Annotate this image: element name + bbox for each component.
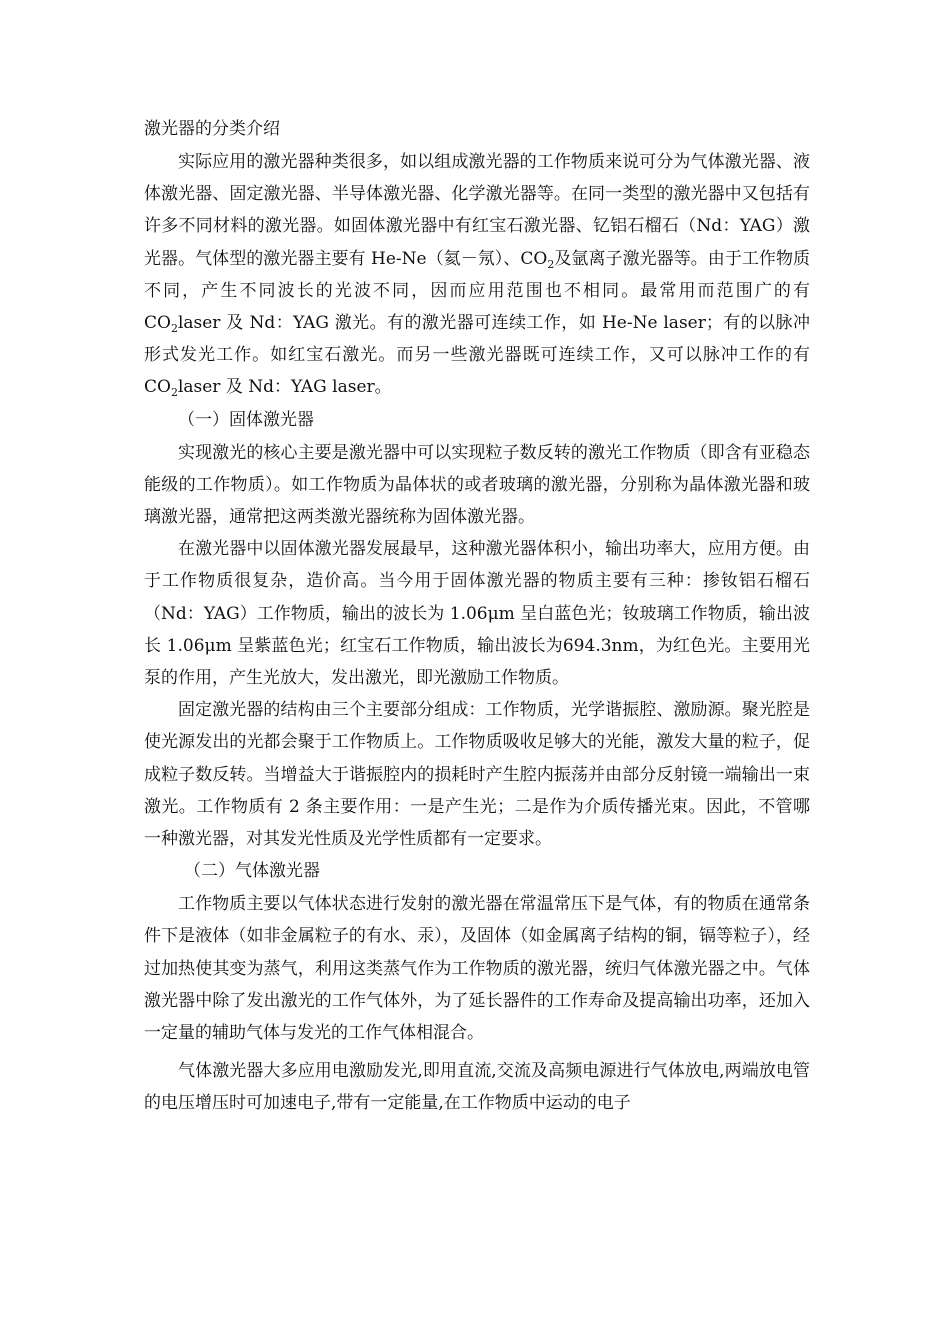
subscript-2: 2 (547, 257, 555, 271)
paragraph-intro (144, 146, 810, 404)
paragraph-gas-medium: 工作物质主要以气体状态进行发射的激光器在常温常压下是气体，有的物质在通常条件下是液体（如非金属粒子的有水、汞），及固体（如金属离子结构的铜，镉等粒子），经过加热使其变为蒸气，利用这类蒸气作为工作物质的激光器，统归气体激光器之中。气体激光器中除了发出激光的工作气体外，为了延长器件的工作寿命及提高输出功率，还加入一定量的辅助气体与发光的工作气体相混合。 (144, 894, 810, 1044)
paragraph-intro-part-d: laser 及 Nd：YAG laser。 (177, 377, 392, 398)
section-heading-solid-laser: （一）固体激光器 (178, 409, 314, 430)
paragraph-intro-part-a: 实际应用的激光器种类很多，如以组成激光器的工作物质来说可分为气体激光器、液体激光器、固定激光器、半导体激光器、化学激光器等。在同一类型的激光器中又包括有许多不同材料的激光器。如固体激光器中有红宝石激光器、钇铝石榴石（Nd：YAG）激光器。气体型的激光器主要有 He-Ne（氦－氖）、CO (144, 152, 810, 269)
paragraph-solid-materials: 在激光器中以固体激光器发展最早，这种激光器体积小，输出功率大，应用方便。由于工作物质很复杂，造价高。当今用于固体激光器的物质主要有三种：掺钕铝石榴石（Nd：YAG）工作物质，输出的波长为 1.06μm 呈白蓝色光；钕玻璃工作物质，输出波长 1.06μm 呈紫蓝色光；红宝石工作物质，输出波长为694.3nm，为红色光。主要用光泵的作用，产生光放大，发出激光，即光激励工作物质。 (144, 539, 810, 689)
subscript-2: 2 (170, 322, 178, 336)
paragraph-solid-core: 实现激光的核心主要是激光器中可以实现粒子数反转的激光工作物质（即含有亚稳态能级的工作物质）。如工作物质为晶体状的或者玻璃的激光器，分别称为晶体激光器和玻璃激光器，通常把这两类激光器统称为固体激光器。 (144, 442, 810, 528)
document-title: 激光器的分类介绍 (144, 119, 280, 139)
document-page (144, 112, 810, 1120)
paragraph-intro-part-c: laser 及 Nd：YAG 激光。有的激光器可连续工作，如 He-Ne laser；有的以脉冲形式发光工作。如红宝石激光。而另一些激光器既可连续工作，又可以脉冲工作的有 CO (144, 313, 810, 398)
paragraph-solid-structure: 固定激光器的结构由三个主要部分组成：工作物质，光学谐振腔、激励源。聚光腔是使光源发出的光都会聚于工作物质上。工作物质吸收足够大的光能，激发大量的粒子，促成粒子数反转。当增益大于谐振腔内的损耗时产生腔内振荡并由部分反射镜一端输出一束激光。工作物质有 2 条主要作用：一是产生光；二是作为介质传播光束。因此，不管哪一种激光器，对其发光性质及光学性质都有一定要求。 (144, 700, 810, 850)
subscript-2: 2 (170, 386, 178, 400)
paragraph-intro-part-b: 及氩离子激光器等。由于工作物质不同，产生不同波长的光波不同，因而应用范围也不相同。最常用而范围广的有 CO (144, 248, 811, 334)
section-heading-gas-laser: （二）气体激光器 (184, 861, 320, 882)
paragraph-gas-excitation: 气体激光器大多应用电激励发光,即用直流,交流及高频电源进行气体放电,两端放电管的电压增压时可加速电子,带有一定能量,在工作物质中运动的电子 (144, 1061, 810, 1114)
